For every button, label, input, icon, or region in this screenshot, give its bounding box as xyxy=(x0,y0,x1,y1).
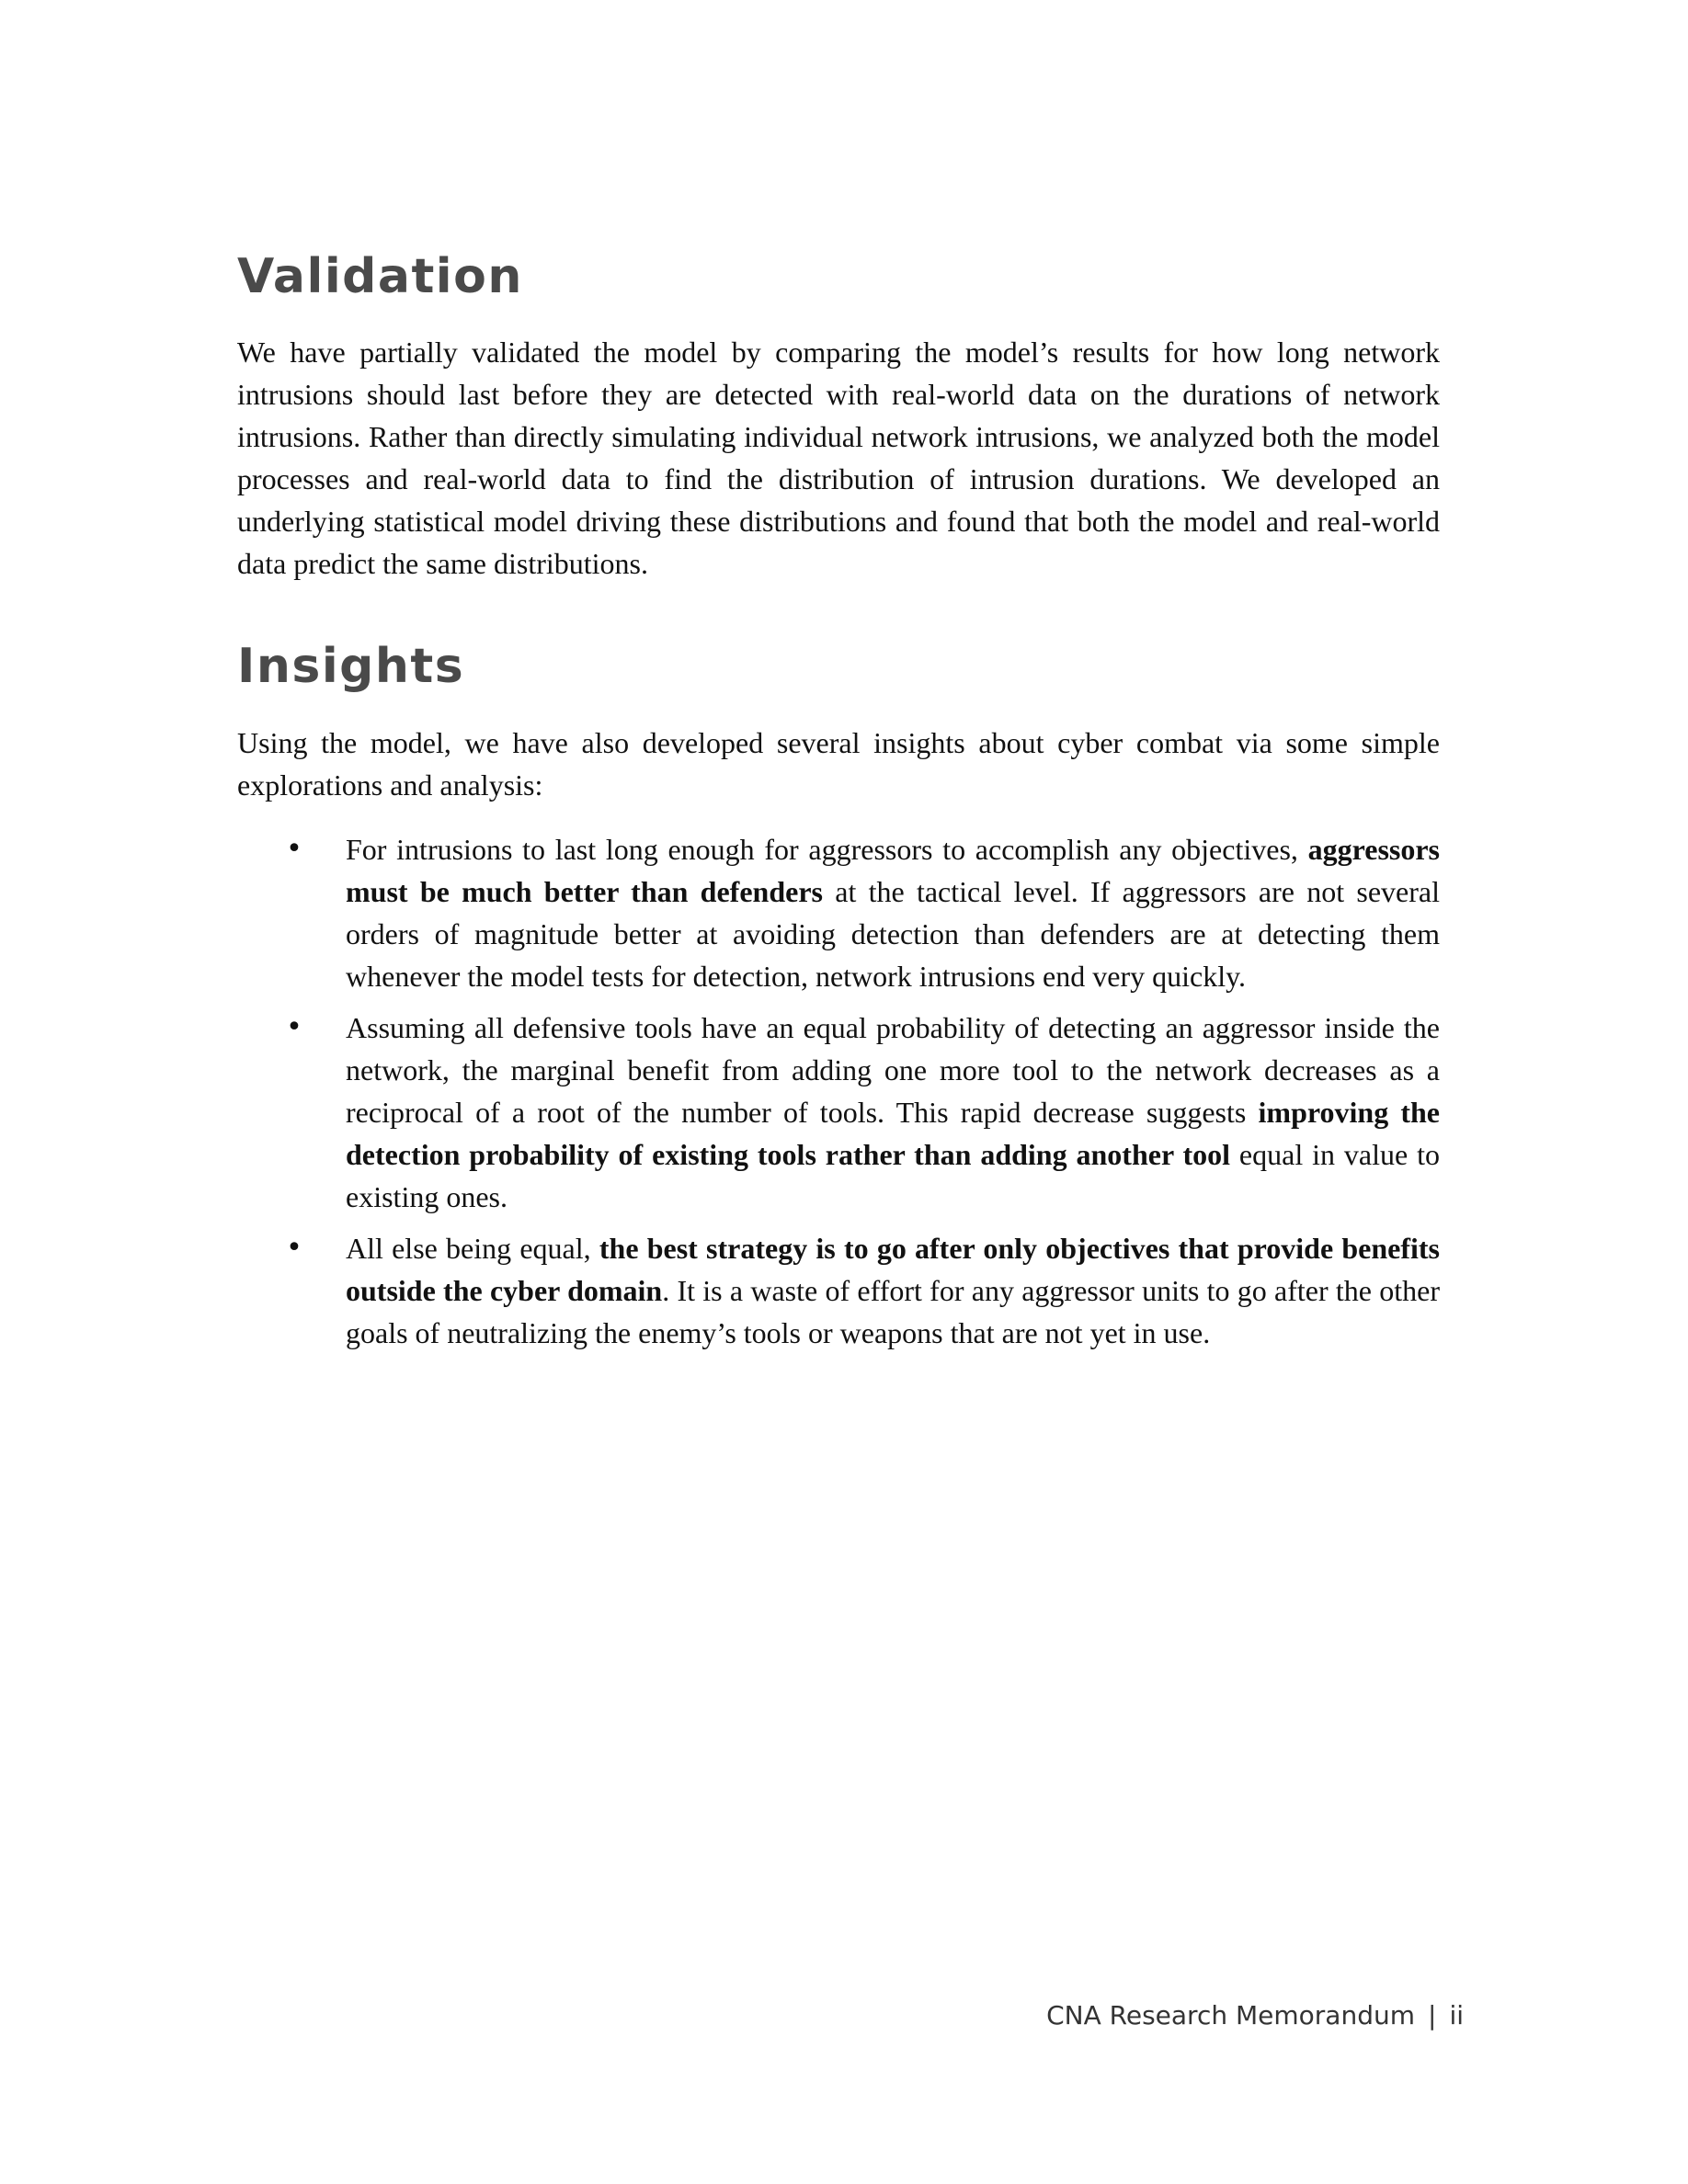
bullet-text: . It is a waste of effort for any aggressor units to go after the other goals of neutralizing the enemy’s tools or weapons that are not yet in use. xyxy=(346,1273,1441,1349)
page-content xyxy=(237,248,1440,1363)
validation-heading: Validation xyxy=(237,249,523,304)
footer-separator: | xyxy=(1428,2000,1437,2030)
validation-paragraph: We have partially validated the model by comparing the model’s results for how long network intrusions should last before they are detected with real-world data on the durations of network intrusions. Rather than directly simulating individual network intrusions, we analyzed both the model processes and real-world data to find the distribution of intrusion durations. We developed an underlying statistical model driving these distributions and found that both the model and real-world data predict the same distributions. xyxy=(237,336,1440,581)
bullet-bold-text: the best strategy is to go after only objectives that provide benefits outside the cyber domain xyxy=(346,1231,1441,1307)
footer-label: CNA Research Memorandum xyxy=(1046,2000,1415,2030)
bullet-icon: • xyxy=(286,1010,302,1043)
bullet-item xyxy=(237,1227,1440,1354)
bullet-text: For intrusions to last long enough for aggressors to accomplish any objectives, xyxy=(346,832,1308,866)
insights-intro-paragraph: Using the model, we have also developed several insights about cyber combat via some simple explorations and analysis: xyxy=(237,725,1440,802)
bullet-icon: • xyxy=(286,832,302,865)
insights-heading: Insights xyxy=(237,639,465,695)
bullet-icon: • xyxy=(286,1231,302,1264)
bullet-bold-text: aggressors must be much better than defenders xyxy=(346,832,1440,908)
bullet-text: equal in value to existing ones. xyxy=(346,1137,1441,1213)
bullet-text: All else being equal, xyxy=(346,1231,599,1265)
insights-bullet-list xyxy=(237,828,1440,1354)
bullet-bold-text: improving the detection probability of existing tools rather than adding another tool xyxy=(346,1095,1441,1171)
bullet-text: Assuming all defensive tools have an equal probability of detecting an aggressor inside the network, the marginal benefit from adding one more tool to the network decreases as a reciprocal of a root of the number of tools. This rapid decrease suggests xyxy=(346,1010,1440,1129)
bullet-item xyxy=(237,1007,1440,1218)
bullet-text: at the tactical level. If aggressors are not several orders of magnitude better at avoiding detection than defenders are at detecting them whenever the model tests for detection, network intrusions end very quickly. xyxy=(346,874,1441,993)
page-footer xyxy=(1046,2000,1464,2030)
page-number: ii xyxy=(1449,2000,1464,2030)
bullet-item xyxy=(237,828,1440,997)
